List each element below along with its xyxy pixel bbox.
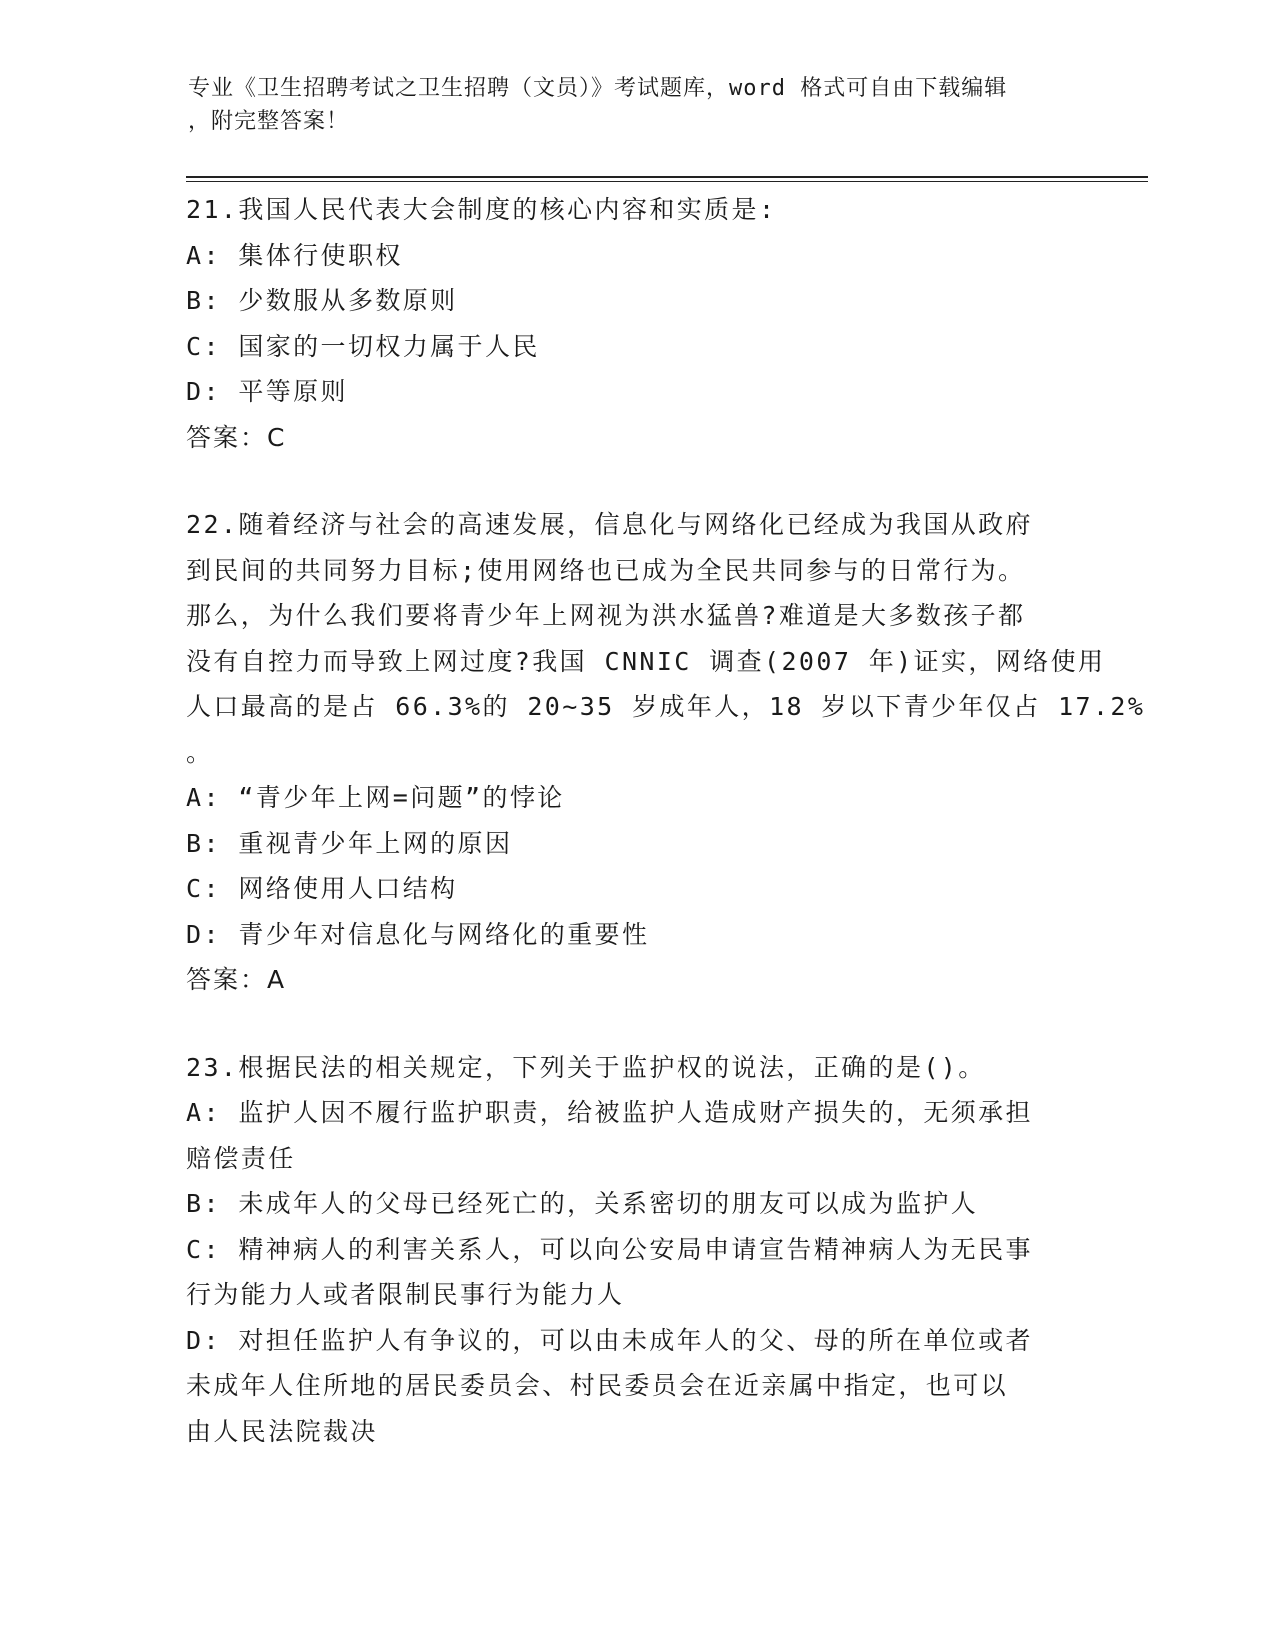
option-a: A: 集体行使职权 <box>186 240 403 270</box>
option-d-line-2: 未成年人住所地的居民委员会、村民委员会在近亲属中指定，也可以 <box>186 1371 1009 1400</box>
question-stem-line-2: 到民间的共同努力目标;使用网络也已成为全民共同参与的日常行为。 <box>186 555 1026 585</box>
question-23 <box>186 1045 1086 1455</box>
answer-label: 答案：A <box>186 965 287 994</box>
option-a: A: “青少年上网=问题”的悖论 <box>186 783 565 812</box>
header-divider-thin <box>186 181 1148 182</box>
option-c: C: 国家的一切权力属于人民 <box>186 331 540 361</box>
option-a-line-2: 赔偿责任 <box>186 1143 296 1173</box>
document-header <box>188 72 1068 138</box>
question-stem-line-6: 。 <box>186 737 214 767</box>
question-22 <box>186 502 1146 1003</box>
option-c-line-1: C: 精神病人的利害关系人，可以向公安局申请宣告精神病人为无民事 <box>186 1234 1033 1264</box>
question-stem: 21.我国人民代表大会制度的核心内容和实质是: <box>186 195 777 224</box>
option-d-line-3: 由人民法院裁决 <box>186 1416 378 1446</box>
question-stem-line-3: 那么，为什么我们要将青少年上网视为洪水猛兽?难道是大多数孩子都 <box>186 601 1026 630</box>
question-list <box>186 187 1146 1496</box>
question-stem-line-4: 没有自控力而导致上网过度?我国 CNNIC 调查(2007 年)证实，网络使用 <box>186 646 1106 676</box>
option-c: C: 网络使用人口结构 <box>186 874 458 903</box>
question-stem-line-1: 22.随着经济与社会的高速发展，信息化与网络化已经成为我国从政府 <box>186 510 1033 539</box>
header-divider-thick <box>186 176 1148 178</box>
option-a-line-1: A: 监护人因不履行监护职责，给被监护人造成财产损失的，无须承担 <box>186 1098 1033 1127</box>
option-d-line-1: D: 对担任监护人有争议的，可以由未成年人的父、母的所在单位或者 <box>186 1325 1033 1355</box>
option-c-line-2: 行为能力人或者限制民事行为能力人 <box>186 1280 625 1309</box>
option-b: B: 少数服从多数原则 <box>186 286 458 315</box>
question-stem: 23.根据民法的相关规定，下列关于监护权的说法，正确的是()。 <box>186 1052 986 1082</box>
header-line-2: ，附完整答案！ <box>188 109 350 134</box>
option-d: D: 平等原则 <box>186 377 348 406</box>
header-line-1: 专业《卫生招聘考试之卫生招聘（文员）》考试题库，word 格式可自由下载编辑 <box>188 76 1008 101</box>
option-b: B: 未成年人的父母已经死亡的，关系密切的朋友可以成为监护人 <box>186 1189 979 1218</box>
answer-label: 答案：C <box>186 422 287 452</box>
option-d: D: 青少年对信息化与网络化的重要性 <box>186 919 650 949</box>
question-21 <box>186 187 1086 460</box>
option-b: B: 重视青少年上网的原因 <box>186 828 513 858</box>
question-stem-line-5: 人口最高的是占 66.3%的 20~35 岁成年人，18 岁以下青少年仅占 17.2% <box>186 692 1146 721</box>
